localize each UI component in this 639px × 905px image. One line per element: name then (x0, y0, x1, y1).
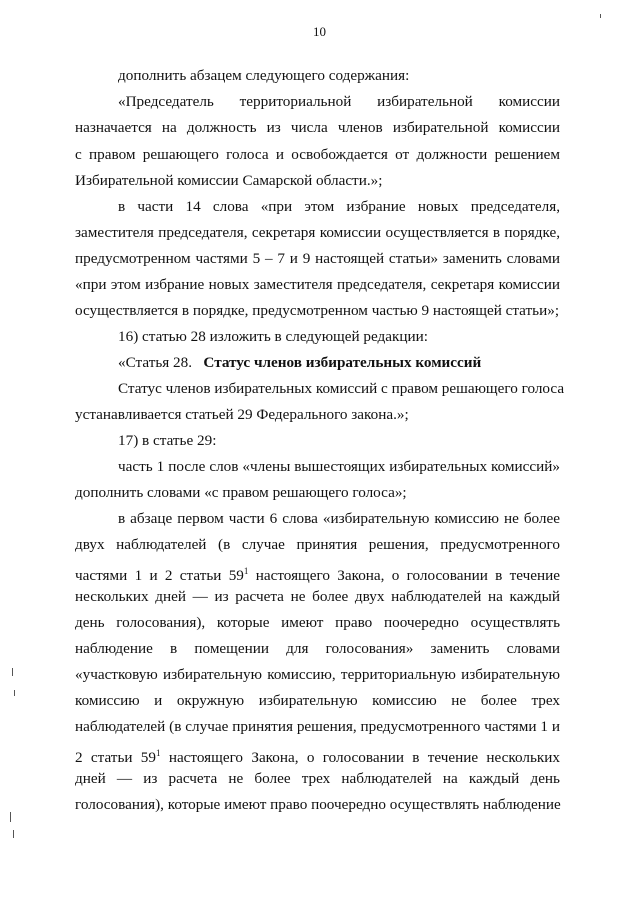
text-line: в абзаце первом части 6 слова «избирательную комиссию не более (118, 510, 560, 527)
text-line: дней — из расчета не более трех наблюдателей на каждый день (75, 770, 560, 787)
article-heading (118, 353, 560, 373)
text-line: двух наблюдателей (в случае принятия решения, предусмотренного (75, 536, 560, 553)
text-line: нескольких дней — из расчета не более двух наблюдателей на каждый (75, 588, 560, 605)
text-line: 2 статьи $59^1$ настоящего Закона, о голосовании в течение нескольких (75, 748, 561, 766)
article-title: Статус членов избирательных комиссий (203, 354, 482, 371)
text-line: частями 1 и 2 статьи $59^1$ настоящего Закона, о голосовании в течение (75, 566, 561, 584)
scan-mark (600, 14, 601, 18)
text-line: с правом решающего голоса и освобождается от должности решением (75, 146, 560, 163)
text-line: устанавливается статьей 29 Федерального закона.»; (75, 406, 409, 423)
scan-mark (12, 668, 13, 676)
page-number: 10 (313, 24, 326, 39)
text-line: заместителя председателя, секретаря комиссии осуществляется в порядке, (75, 224, 560, 241)
text-line: комиссию и окружную избирательную комиссию не более трех (75, 692, 560, 709)
text-line: день голосования), которые имеют право поочередно осуществлять (75, 614, 560, 631)
text-line: часть 1 после слов «члены вышестоящих избирательных комиссий» (118, 458, 560, 475)
text-line: предусмотренном частями 5 – 7 и 9 настоящей статьи» заменить словами (75, 250, 560, 267)
text-line: дополнить абзацем следующего содержания: (118, 67, 410, 84)
text-line: дополнить словами «с правом решающего голоса»; (75, 484, 407, 501)
text-line: 16) статью 28 изложить в следующей редакции: (118, 328, 428, 345)
text-line: осуществляется в порядке, предусмотренном частью 9 настоящей статьи»; (75, 302, 560, 319)
text-line: наблюдение в помещении для голосования» заменить словами (75, 640, 560, 657)
superscript: 1 (243, 566, 249, 576)
scan-mark (14, 690, 15, 696)
text-line: наблюдателей (в случае принятия решения, предусмотренного частями 1 и (75, 718, 560, 735)
text-line: «Председатель территориальной избирательной комиссии (118, 93, 560, 110)
scan-mark (13, 830, 14, 838)
text-line: назначается на должность из числа членов избирательной комиссии (75, 119, 560, 136)
text-line: в части 14 слова «при этом избрание новых председателя, (118, 198, 560, 215)
text-line: 17) в статье 29: (118, 432, 217, 449)
text-line: «при этом избрание новых заместителя председателя, секретаря комиссии (75, 276, 560, 293)
superscript: 1 (156, 748, 161, 758)
article-number: «Статья 28. (118, 354, 193, 371)
text-line: Избирательной комиссии Самарской области.»; (75, 172, 383, 189)
text-line: Статус членов избирательных комиссий с правом решающего голоса (118, 380, 565, 397)
text-line: голосования), которые имеют право поочередно осуществлять наблюдение (75, 796, 561, 813)
text-line: «участковую избирательную комиссию, территориальную избирательную (75, 666, 560, 683)
scan-mark (10, 812, 11, 822)
